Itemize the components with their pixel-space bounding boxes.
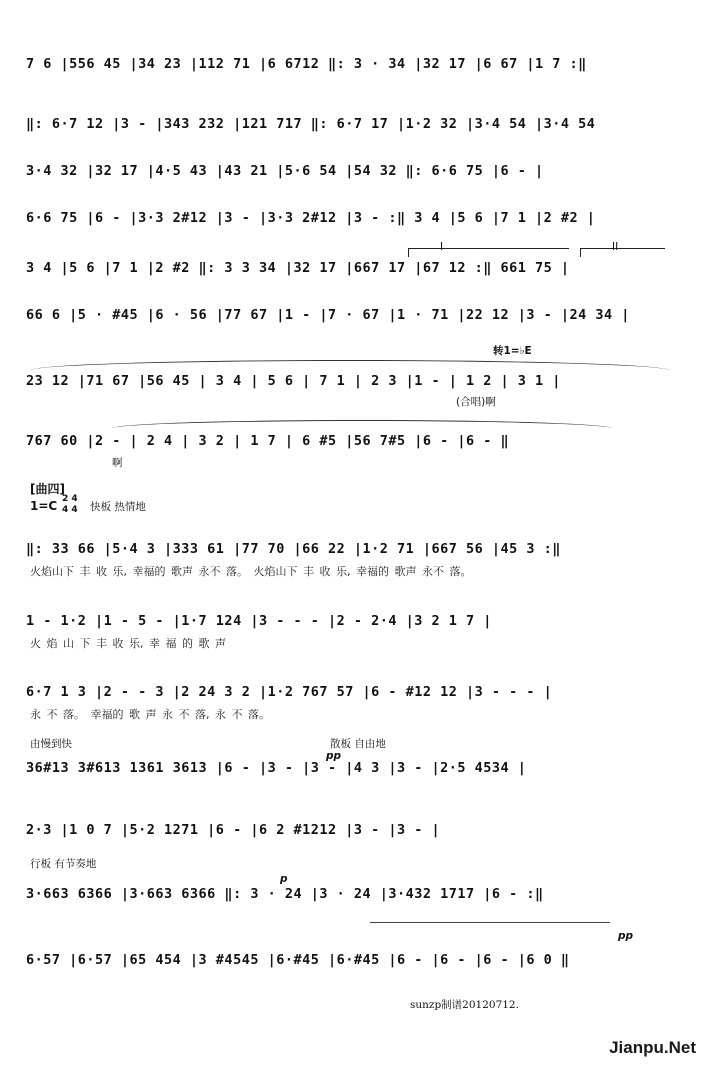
crescendo-hairpin [370,922,610,933]
score-line-7: 23 12 |71 67 |56 45 | 3 4 | 5 6 | 7 1 | 2 3 |1 - | 1 2 | 3 1 | [26,373,561,389]
dynamic-pp-end: pp [618,930,634,942]
score-line-14: 3·663 6366 |3·663 6366 ‖: 3 · 24 |3 · 24 |3·432 1717 |6 - :‖ [26,886,544,902]
volta-2-label: II [612,241,619,253]
score-line-9: ‖: 33 66 |5·4 3 |333 61 |77 70 |66 22 |1·2 71 |667 56 |45 3 :‖ [26,541,561,557]
score-line-10: 1 - 1·2 |1 - 5 - |1·7 124 |3 - - - |2 - 2·4 |3 2 1 7 | [26,613,492,629]
dynamic-p: p [280,873,288,885]
time-signature-top: 2 4 [62,494,78,504]
tempo-slow-to-fast: 由慢到快 [30,738,72,750]
volta-2-bracket [580,248,665,257]
score-line-13: 2·3 |1 0 7 |5·2 1271 |6 - |6 2 #1212 |3 - |3 - | [26,822,441,838]
score-line-12: 36#13 3#613 1361 3613 |6 - |3 - |3 - |4 3 |3 - |2·5 4534 | [26,760,527,776]
score-line-1: 7 6 |556 45 |34 23 |112 71 |6 6712 ‖: 3 · 34 |32 17 |6 67 |1 7 :‖ [26,56,587,72]
tempo-free: 散板 自由地 [330,738,386,750]
score-line-3: 3·4 32 |32 17 |4·5 43 |43 21 |5·6 54 |54 32 ‖: 6·6 75 |6 - | [26,163,544,179]
chorus-label: (合唱)啊 [456,396,496,408]
lyrics-line-2: 火 焰 山 下 丰 收 乐, 幸 福 的 歌 声 [30,637,226,650]
score-line-5: 3 4 |5 6 |7 1 |2 #2 ‖: 3 3 34 |32 17 |667 17 |67 12 :‖ 661 75 | [26,260,570,276]
tempo-marking: 快板 热情地 [90,501,146,513]
time-signature-bottom: 4 4 [62,505,78,515]
ah-label: 啊 [112,457,123,469]
lyrics-line-1: 火焰山下 丰 收 乐, 幸福的 歌声 永不 落。 火焰山下 丰 收 乐, 幸福的 歌声 永不 落。 [30,565,472,578]
volta-1-label: I [440,241,444,253]
lyrics-line-3: 永 不 落。 幸福的 歌 声 永 不 落, 永 不 落。 [30,708,270,721]
volta-1-bracket [408,248,569,257]
score-line-2: ‖: 6·7 12 |3 - |343 232 |121 717 ‖: 6·7 17 |1·2 32 |3·4 54 |3·4 54 [26,116,596,132]
site-watermark: Jianpu.Net [609,1038,696,1057]
credit-text: sunzp制谱20120712. [410,999,519,1011]
section-label: [曲四] [30,482,65,496]
score-line-11: 6·7 1 3 |2 - - 3 |2 24 3 2 |1·2 767 57 |6 - #12 12 |3 - - - | [26,684,553,700]
long-slur-1 [30,360,670,381]
score-line-6: 66 6 |5 · #45 |6 · 56 |77 67 |1 - |7 · 67 |1 · 71 |22 12 |3 - |24 34 | [26,307,630,323]
score-line-8: 767 60 |2 - | 2 4 | 3 2 | 1 7 | 6 #5 |56 7#5 |6 - |6 - ‖ [26,433,510,449]
score-line-15: 6·57 |6·57 |65 454 |3 #4545 |6·#45 |6·#45 |6 - |6 - |6 - |6 0 ‖ [26,952,570,968]
tempo-march: 行板 有节奏地 [30,858,97,870]
score-line-4: 6·6 75 |6 - |3·3 2#12 |3 - |3·3 2#12 |3 - :‖ 3 4 |5 6 |7 1 |2 #2 | [26,210,596,226]
dynamic-pp: pp [326,750,342,762]
key-change-label: 转1=♭E [493,345,532,357]
key-signature: 1=C [30,499,58,513]
